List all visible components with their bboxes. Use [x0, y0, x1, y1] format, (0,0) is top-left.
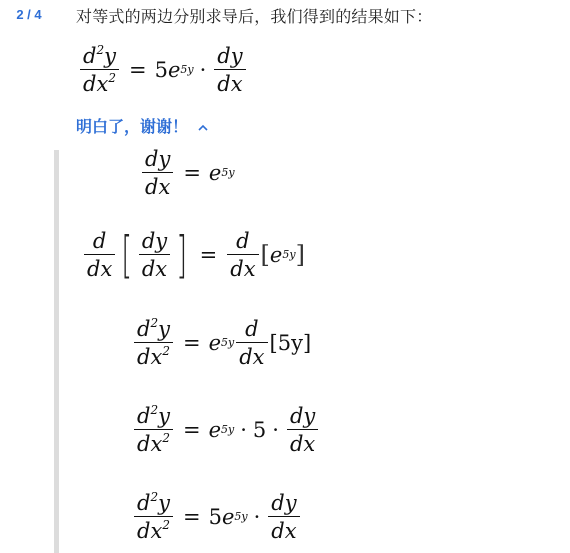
equals-sign: = — [182, 418, 201, 443]
d-dx-operator: $\frac{d}{dx}$ — [236, 318, 267, 368]
d-dx-operator: $\frac{d}{dx}$ — [227, 230, 258, 280]
equals-sign: = — [199, 243, 218, 268]
dy-dx-fraction: $\frac{dy}{dx}$ — [142, 148, 173, 198]
second-derivative-fraction: $\frac{d^2y}{dx^2}$ — [134, 318, 173, 368]
dy-dx-fraction: $\frac{dy}{dx}$ — [287, 405, 318, 455]
exponential-base: e — [167, 58, 181, 83]
coefficient: 5 — [252, 418, 267, 443]
close-bracket: ] — [295, 241, 305, 270]
open-bracket: [ — [260, 241, 270, 270]
expanded-section-rule — [54, 150, 59, 553]
multiply-dot: · — [199, 58, 207, 83]
exponential-base: e — [208, 331, 222, 356]
coefficient: 5 — [208, 505, 222, 530]
equals-sign: = — [128, 58, 147, 83]
close-bracket: ] — [176, 226, 188, 285]
inner-expression: [5y] — [269, 331, 312, 356]
second-derivative-fraction: $\frac{d^2y}{dx^2}$ — [134, 405, 173, 455]
toggle-label: 明白了，谢谢！ — [76, 117, 189, 136]
equals-sign: = — [183, 161, 201, 186]
exponential-base: e — [208, 161, 222, 186]
multiply-dot: · — [253, 505, 261, 530]
multiply-dot: · — [240, 418, 247, 443]
equation-original: $\frac{dy}{dx}$ = e 5y — [140, 148, 235, 198]
equals-sign: = — [182, 505, 201, 530]
dy-dx-fraction: $\frac{dy}{dx}$ — [139, 230, 170, 280]
step-intro-text: 对等式的两边分别求导后，我们得到的结果如下： — [76, 7, 433, 26]
exponential-base: e — [221, 505, 235, 530]
dy-dx-fraction: $\frac{dy}{dx}$ — [214, 45, 245, 95]
exponential-base: e — [208, 418, 222, 443]
d-dx-operator: $\frac{d}{dx}$ — [84, 230, 115, 280]
second-derivative-fraction: $\frac{d^2y}{dx^2}$ — [80, 45, 119, 95]
open-bracket: [ — [121, 226, 133, 285]
chevron-up-icon — [198, 123, 208, 133]
dy-dx-fraction: $\frac{dy}{dx}$ — [268, 492, 299, 542]
equation-result-summary: $\frac{d^2y}{dx^2}$ = 5 e 5y · $\frac{dy}{dx}$ — [78, 45, 248, 95]
exponential-base: e — [269, 243, 283, 268]
understood-collapse-toggle[interactable] — [76, 114, 208, 137]
multiply-dot: · — [272, 418, 279, 443]
step-counter: 2 / 4 — [16, 7, 42, 22]
equation-chain-rule: $\frac{d^2y}{dx^2}$ = e 5y $\frac{d}{dx}$ [5y] — [132, 318, 311, 368]
equation-differentiate-both-sides: $\frac{d}{dx}$ [ $\frac{dy}{dx}$ ] = $\frac{d}{dx}$ [ e 5y ] — [82, 230, 305, 280]
second-derivative-fraction: $\frac{d^2y}{dx^2}$ — [134, 492, 173, 542]
equals-sign: = — [182, 331, 201, 356]
equation-final-result: $\frac{d^2y}{dx^2}$ = 5 e 5y · $\frac{dy}{dx}$ — [132, 492, 302, 542]
coefficient: 5 — [154, 58, 168, 83]
equation-derivative-applied: $\frac{d^2y}{dx^2}$ = e 5y · 5 · $\frac{dy}{dx}$ — [132, 405, 320, 455]
